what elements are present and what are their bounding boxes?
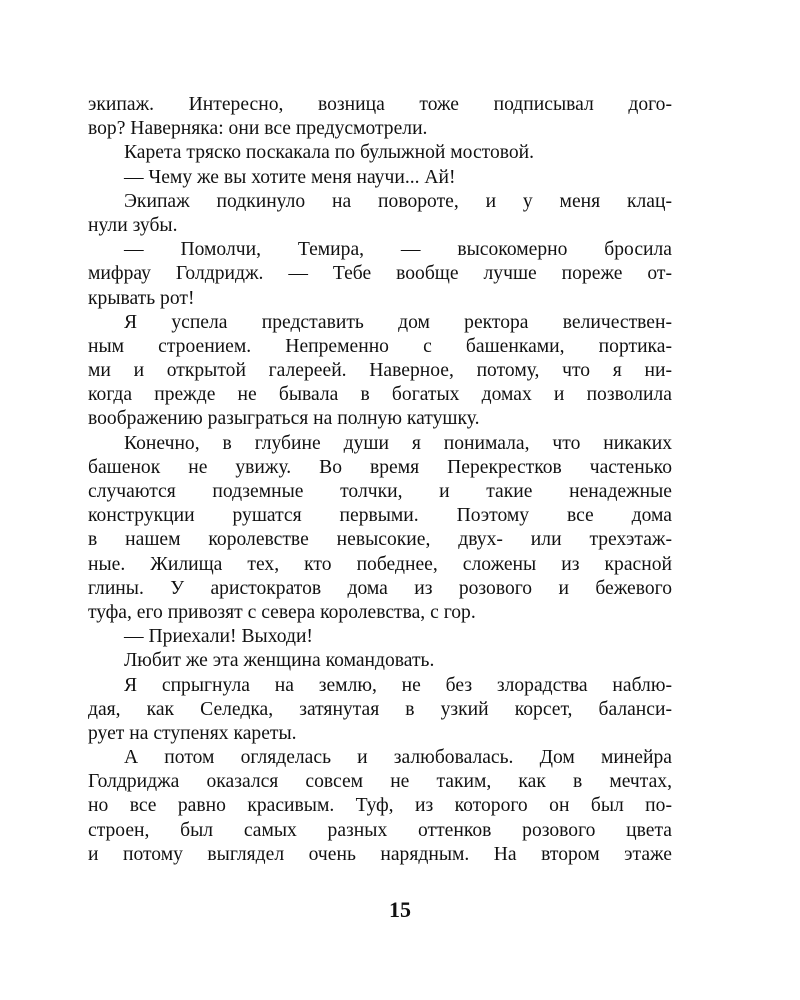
text-line: и потому выглядел очень нарядным. На втором этаже	[88, 843, 672, 865]
text-line: крывать рот!	[88, 287, 195, 309]
text-line: — Приехали! Выходи!	[124, 626, 313, 648]
text-line: конструкции рушатся первыми. Поэтому все дома	[88, 505, 672, 527]
text-line: экипаж. Интересно, возница тоже подписывал дого-	[88, 94, 672, 115]
text-line: А потом огляделась и залюбовалась. Дом минейра	[124, 747, 672, 769]
text-line: Я успела представить дом ректора величествен-	[124, 311, 672, 333]
text-line: дая, как Селедка, затянутая в узкий корсет, баланси-	[88, 698, 672, 720]
text-line: когда прежде не бывала в богатых домах и позволила	[88, 384, 672, 406]
text-line: Любит же эта женщина командовать.	[124, 650, 435, 672]
text-line: ным строением. Непременно с башенками, портика-	[88, 335, 672, 357]
text-line: мифрау Голдридж. — Тебе вообще лучше пореже от-	[88, 263, 672, 285]
body-text	[88, 93, 672, 867]
text-line: в нашем королевстве невысокие, двух- или трехэтаж-	[88, 529, 672, 551]
text-line: ми и открытой галереей. Наверное, потому, что я ни-	[88, 360, 672, 382]
text-line: строен, был самых разных оттенков розового цвета	[88, 819, 672, 841]
text-line: башенок не увижу. Во время Перекрестков частенько	[88, 456, 672, 478]
text-line: — Помолчи, Темира, — высокомерно бросила	[124, 239, 672, 261]
text-line: но все равно красивым. Туф, из которого он был по-	[88, 795, 672, 817]
text-line: туфа, его привозят с севера королевства, с гор.	[88, 601, 476, 623]
text-line: вор? Наверняка: они все предусмотрели.	[88, 118, 428, 140]
text-line: воображению разыграться на полную катушку.	[88, 408, 480, 430]
text-line: случаются подземные толчки, и такие ненадежные	[88, 481, 672, 502]
text-line: глины. У аристократов дома из розового и бежевого	[88, 577, 672, 599]
text-line: Я спрыгнула на землю, не без злорадства наблю-	[124, 674, 672, 696]
page-number: 15	[389, 897, 411, 922]
text-line: рует на ступенях кареты.	[88, 722, 297, 744]
text-line: Голдриджа оказался совсем не таким, как в мечтах,	[88, 771, 672, 793]
text-line: Карета тряско поскакала по булыжной мостовой.	[124, 142, 535, 164]
text-line: нули зубы.	[88, 214, 178, 236]
text-line: Конечно, в глубине души я понимала, что никаких	[124, 432, 672, 454]
text-line: ные. Жилища тех, кто победнее, сложены из красной	[88, 553, 672, 575]
text-line: — Чему же вы хотите меня научи... Ай!	[124, 166, 456, 188]
text-line: Экипаж подкинуло на повороте, и у меня клац-	[124, 190, 672, 212]
